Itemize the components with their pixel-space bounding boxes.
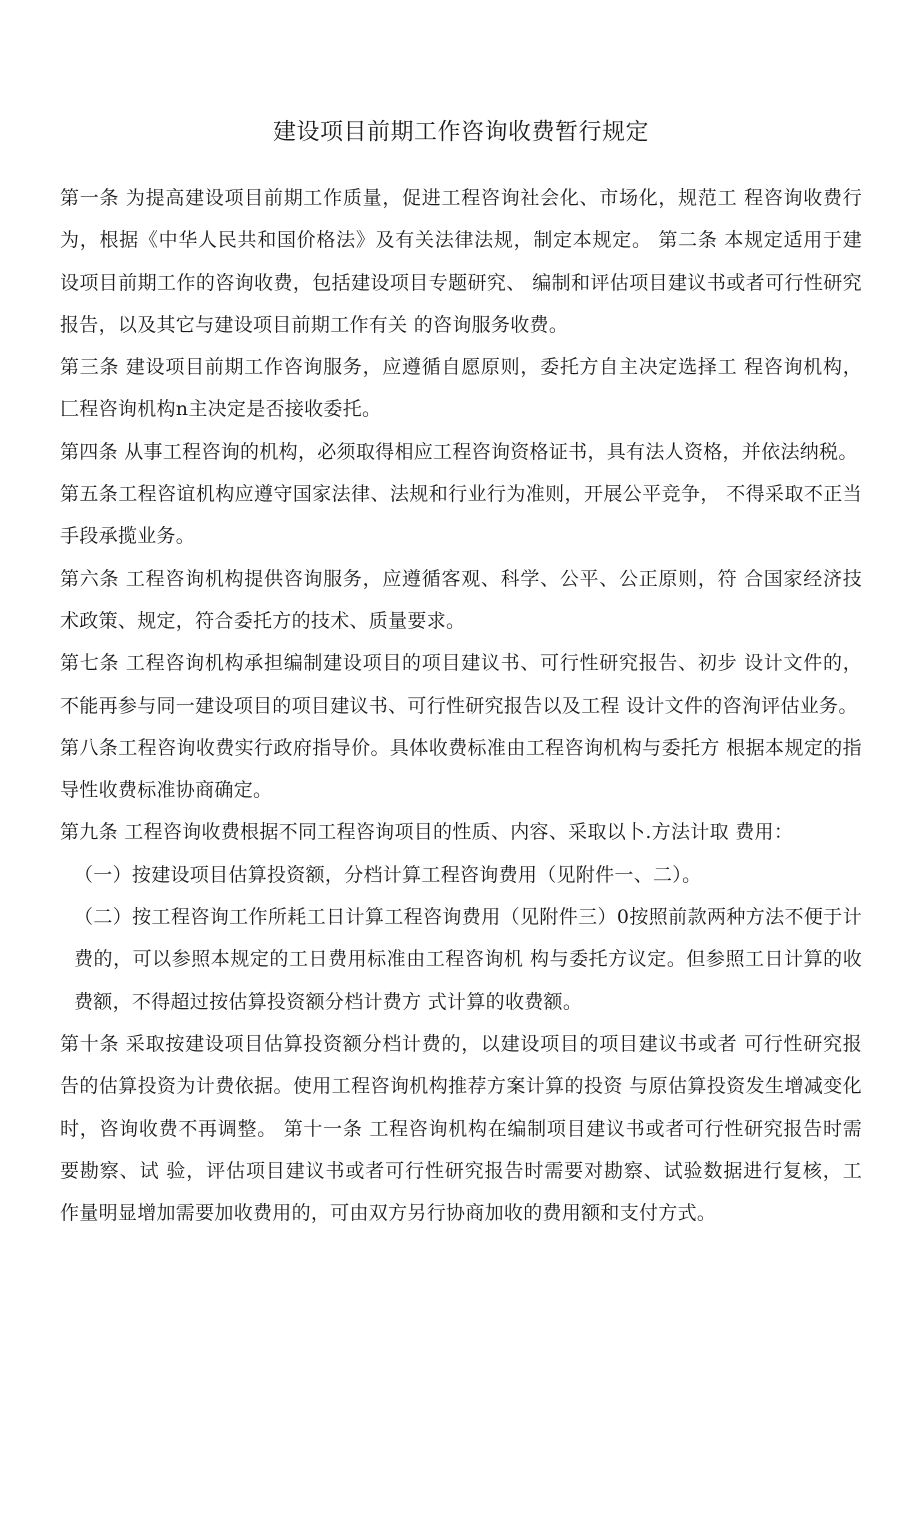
- article-6: 第六条 工程咨询机构提供咨询服务，应遵循客观、科学、公平、公正原则，符 合国家经济技术政策、规定，符合委托方的技术、质量要求。: [60, 567, 862, 632]
- document-body: [60, 177, 862, 1234]
- article-9: 第九条 工程咨询收费根据不同工程咨询项目的性质、内容、采取以卜.方法计取 费用：: [60, 821, 794, 844]
- article-4: 第四条 从事工程咨询的机构，必须取得相应工程咨询资格证书，具有法人资格，并依法纳税。: [60, 440, 858, 463]
- article-7: 第七条 工程咨询机构承担编制建设项目的项目建议书、可行性研究报告、初步 设计文件的，不能再参与同一建设项目的项目建议书、可行性研究报告以及工程 设计文件的咨洵评估业务。: [60, 652, 862, 717]
- article-1-2: 第一条 为提高建设项目前期工作质量，促进工程咨询社会化、市场化，规范工 程咨询收费行为，根据《中华人民共和国价格法》及有关法律法规，制定本规定。 第二条 本规定适用于建设项目前期工作的咨询收费，包括建设项目专题研究、 编制和评估项目建议书或者可行性研究报告，以及其它与建设项目前期工作有关 的咨询服务收费。: [60, 187, 862, 336]
- article-10-11: 第十条 采取按建设项目估算投资额分档计费的，以建设项目的项目建议书或者 可行性研究报告的估算投资为计费依据。使用工程咨询机构推荐方案计算的投资 与原估算投资发生增减变化时，咨询收费不再调整。 第十一条 工程咨询机构在编制项目建议书或者可行性研究报告时需要勘察、试 验，评估项目建议书或者可行性研究报告时需要对勘察、试验数据进行复核，工 作量明显增加需要加收费用的，可由双方另行协商加收的费用额和支付方式。: [60, 1032, 862, 1225]
- article-8: 第八条工程咨询收费实行政府指导价。具体收费标准由工程咨询机构与委托方 根据本规定的指导性收费标准协商确定。: [60, 736, 862, 802]
- article-5: 第五条工程咨谊机构应遵守国家法律、法规和行业行为准则，开展公平竞争， 不得采取不正当手段承揽业务。: [60, 483, 862, 548]
- article-9-item-1: （一）按建设项目估算投资额，分档计算工程咨询费用（见附件一、二）。: [74, 863, 702, 886]
- document-title: 建设项目前期工作咨询收费暂行规定: [273, 119, 649, 145]
- article-3: 第三条 建设项目前期工作咨询服务，应遵循自愿原则，委托方自主决定选择工 程咨询机构，匚程咨询机构n主决定是否接收委托。: [60, 356, 862, 421]
- article-9-item-2: （二）按工程咨询工作所耗工日计算工程咨询费用（见附件三）0按照前款两种方法不便于计费的，可以参照本规定的工日费用标准由工程咨询机 构与委托方议定。但参照工日计算的收费额，不得超过按估算投资额分档计费方 式计算的收费额。: [74, 906, 862, 1013]
